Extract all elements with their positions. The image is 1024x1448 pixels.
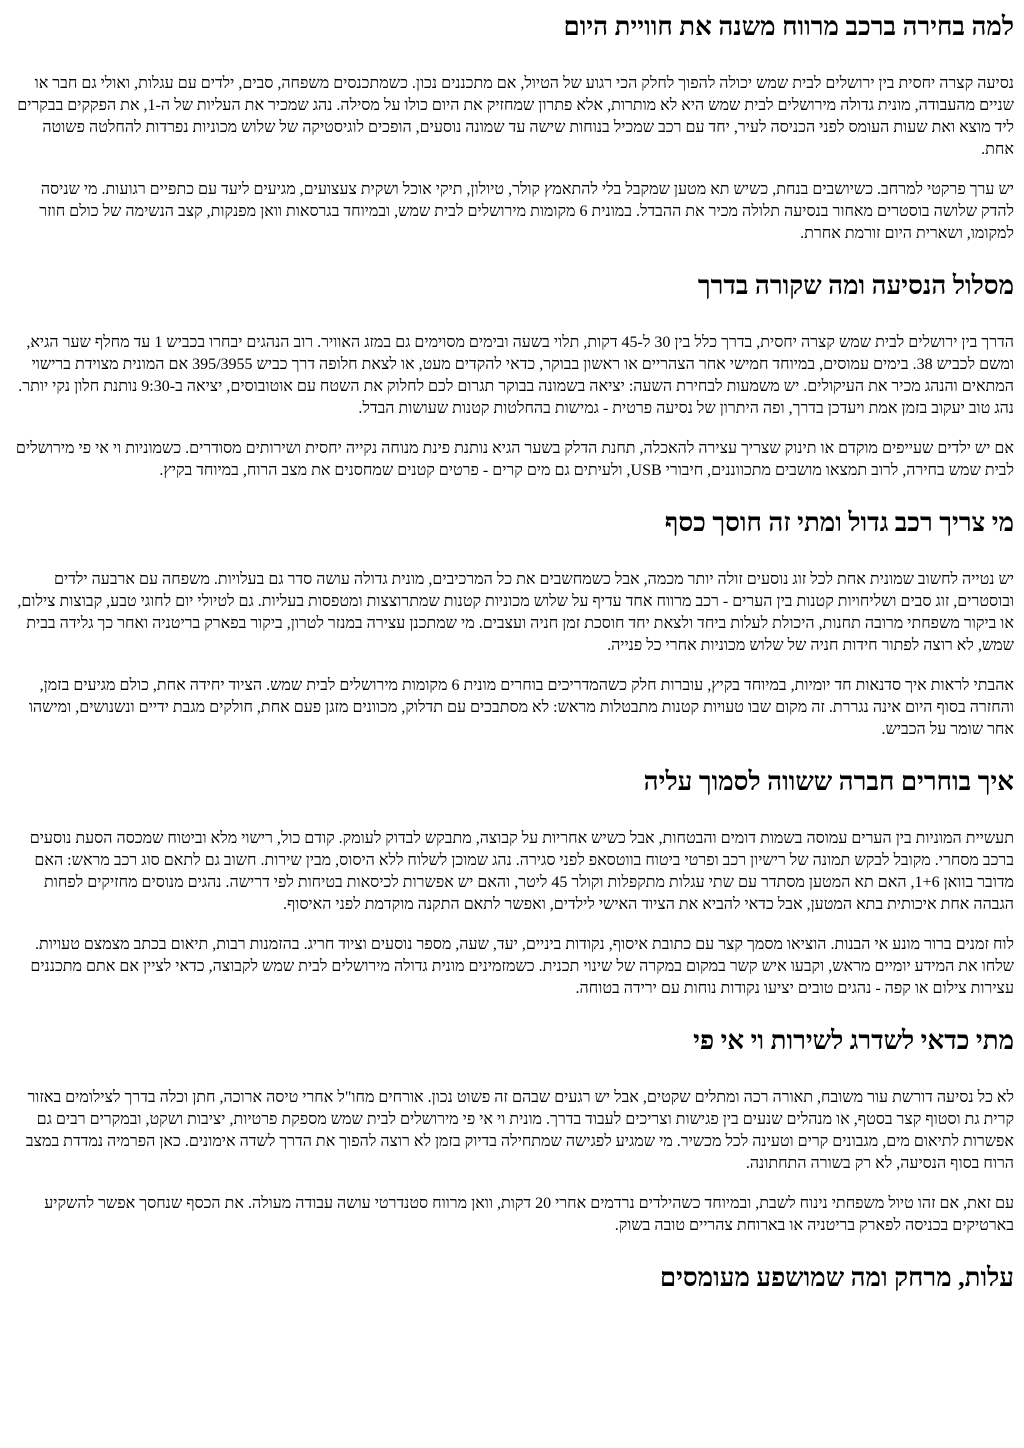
section-paragraph: יש נטייה לחשוב שמונית אחת לכל זוג נוסעים זולה יותר מכמה, אבל כשמחשבים את כל המרכיבים, מונית גדולה עושה סדר גם בעלויות. משפחה עם ארבעה ילדים ובוסטרים, זוג סבים ושליחויות קטנות בין הערים - רכב מרווח אחד עדיף על שלוש מכוניות קטנות שמתרוצצות ומטפסות בעליות. גם לטיולי יום לחוגי טבע, קבוצות צילום, או ביקור משפחתי מרובה תחנות, היכולת לעלות ביחד ולצאת יחד חוסכת זמן חניה ועצבים. מי שמתכנן עצירה במנזר לטרון, ביקור בפארק בריטניה ואחר כך גלידה בבית שמש, לא רוצה לפתור חידות חניה של שלוש מכוניות אחרי כל פנייה. [17, 571, 1014, 654]
section-choosing-company [10, 763, 1014, 1000]
section-vip-upgrade [10, 1022, 1014, 1237]
section-cost-distance [10, 1259, 1014, 1297]
section-paragraph: אהבתי לראות איך סדנאות חד יומיות, במיוחד בקיץ, עוברות חלק כשהמדריכים בוחרים מונית 6 מקומות מירושלים לבית שמש. הציוד יחידה אחת, כולם מגיעים בזמן, והחזרה בסוף היום אינה נגררת. זה מקום שבו טעויות קטנות מתבטלות מראש: לא מסתבכים עם תדלוק, מכוונים מזגן פעם אחת, חולקים מגבת ידיים ונשנושים, ומישהו אחר שומר על הכביש. [28, 677, 1014, 738]
section-paragraph: לא כל נסיעה דורשת עור משובח, תאורה רכה ומתלים שקטים, אבל יש רגעים שבהם זה פשוט נכון. אורחים מחו"ל אחרי טיסה ארוכה, חתן וכלה בדרך לצילומים באזור קרית גת וסטוף קצר בסטף, או מנהלים שנעים בין פגישות וצריכים לעבוד בדרך. מונית וי אי פי מירושלים לבית שמש מספקת פרטיות, יציבות ושקט, ובמקרים רבים גם אפשרות לתיאום מים, מגבונים קרים וטעינה לכל מכשיר. מי שמגיע לפגישה שמתחילה בדיוק בזמן לא רוצה להפוך את הדרך לשדה אימונים. כאן הפרמיה נמדדת במצב הרוח בסוף הנסיעה, לא רק בשורה התחתונה. [25, 1089, 1014, 1172]
section-paragraph: לוח זמנים ברור מונע אי הבנות. הוציאו מסמך קצר עם כתובת איסוף, נקודות ביניים, יעד, שעה, מספר נוסעים וציוד חריג. בהזמנות רבות, תיאום בכתב מצמצם טעויות. שלחו את המידע יומיים מראש, וקבעו איש קשר במקום במקרה של שינוי תכנית. כשמזמינים מונית גדולה מירושלים לבית שמש לקבוצה, כדאי לציין אם אתם מתכננים עצירות צילום או קפה - נהגים טובים יציעו נקודות נוחות עם ירידה בטוחה. [30, 936, 1014, 997]
section-route [10, 267, 1014, 482]
section-heading: מתי כדאי לשדרג לשירות וי אי פי [693, 1026, 1014, 1055]
section-why-spacious-vehicle [10, 8, 1014, 245]
section-heading: למה בחירה ברכב מרווח משנה את חוויית היום [563, 12, 1014, 41]
section-heading: מי צריך רכב גדול ומתי זה חוסך כסף [664, 508, 1014, 537]
section-paragraph: אם יש ילדים שעייפים מוקדם או תינוק שצריך עצירה להאכלה, תחנת הדלק בשער הגיא נותנת פינת מנוחה נקייה יחסית ושירותים מסודרים. כשמוניות וי אי פי מירושלים לבית שמש בחירה, לרוב תמצאו מושבים מתכווננים, חיבורי USB, ולעיתים גם מים קרים - פרטים קטנים שמחסנים את מצב הרוח, במיוחד בקיץ. [15, 440, 1014, 479]
section-paragraph: הדרך בין ירושלים לבית שמש קצרה יחסית, בדרך כלל בין 30 ל-45 דקות, תלוי בשעה ובימים מסוימים גם במזג האוויר. רוב הנהגים יבחרו בכביש 1 עד מחלף שער הגיא, ומשם לכביש 38. בימים עמוסים, במיוחד חמישי אחר הצהריים או ראשון בבוקר, כדאי להקדים מעט, או לצאת חלופה דרך כביש 395/3955 אם המונית מצוידת ברישוי המתאים והנהג מכיר את העיקולים. יש משמעות לבחירת השעה: יציאה בשמונה בבוקר תגרום לכם לחלוק את השטח עם אוטובוסים, יציאה ב-9:30 נותנת חלון נקי יותר. נהג טוב יעקוב בזמן אמת ויעדכן בדרך, ופה היתרון של נסיעה פרטית - גמישות בהחלטות קטנות שעושות הבדל. [18, 334, 1014, 417]
section-heading: איך בוחרים חברה ששווה לסמוך עליה [643, 767, 1014, 796]
section-paragraph: עם זאת, אם זהו טיול משפחתי נינוח לשבת, ובמיוחד כשהילדים נרדמים אחרי 20 דקות, וואן מרווח סטנדרטי עושה עבודה מעולה. את הכסף שנחסך אפשר להשקיע בארטיקים בכניסה לפארק בריטניה או בארוחת צהריים טובה בשוק. [44, 1195, 1014, 1234]
section-paragraph: יש ערך פרקטי למרחב. כשיושבים בנחת, כשיש תא מטען שמקבל בלי להתאמץ קולר, טיולון, תיקי אוכל ושקית צעצועים, מגיעים ליעד עם כתפיים רגועות. מי שניסה להדק שלושה בוסטרים מאחור בנסיעה תלולה מכיר את ההבדל. במונית 6 מקומות מירושלים לבית שמש, ובמיוחד בגרסאות וואן מפנקות, קצב הנשימה של כולם חוזר למקומו, ושארית היום זורמת אחרת. [39, 181, 1014, 242]
section-who-needs-large-vehicle [10, 504, 1014, 741]
section-paragraph: נסיעה קצרה יחסית בין ירושלים לבית שמש יכולה להפוך לחלק הכי רגוע של הטיול, אם מתכננים נכון. כשמתכנסים משפחה, סבים, ילדים עם עגלות, ואולי גם חבר או שניים מהעבודה, מונית גדולה מירושלים לבית שמש היא לא מותרות, אלא פתרון שמחזיק את היום כולו על מסילה. נהג שמכיר את העליות של ה-1, את הפקקים בבקרים ליד מוצא ואת שעות העומס לפני הכניסה לעיר, יחד עם רכב שמכיל בנוחות שישה עד שמונה נוסעים, הופכים לוגיסטיקה של שלוש מכוניות נפרדות להחלטה פשוטה אחת. [17, 75, 1014, 158]
section-heading: עלות, מרחק ומה שמושפע מעומסים [659, 1263, 1014, 1292]
section-heading: מסלול הנסיעה ומה שקורה בדרך [697, 271, 1014, 300]
section-paragraph: תעשיית המוניות בין הערים עמוסה בשמות דומים והבטחות, אבל כשיש אחריות על קבוצה, מתבקש לבדוק לעומק. קודם כול, רישוי מלא וביטוח שמכסה הסעת נוסעים ברכב מסחרי. מקובל לבקש תמונה של רישיון רכב ופרטי ביטוח בווטסאפ לפני סגירה. נהג שמוכן לשלוח ללא היסוס, מבין שירות. חשוב גם לתאם סוג רכב מראש: האם מדובר בוואן 1+6, האם תא המטען מסתדר עם שתי עגלות מתקפלות וקולר 45 ליטר, והאם יש אפשרות לכיסאות בטיחות לפי דרישה. נהגים מנוסים מחזיקים לפחות הגבהה אחת איכותית בתא המטען, אבל כדאי להביא את הציוד האישי לילדים, ואפשר לתאם התקנה מוקדמת לפני האיסוף. [29, 830, 1014, 913]
